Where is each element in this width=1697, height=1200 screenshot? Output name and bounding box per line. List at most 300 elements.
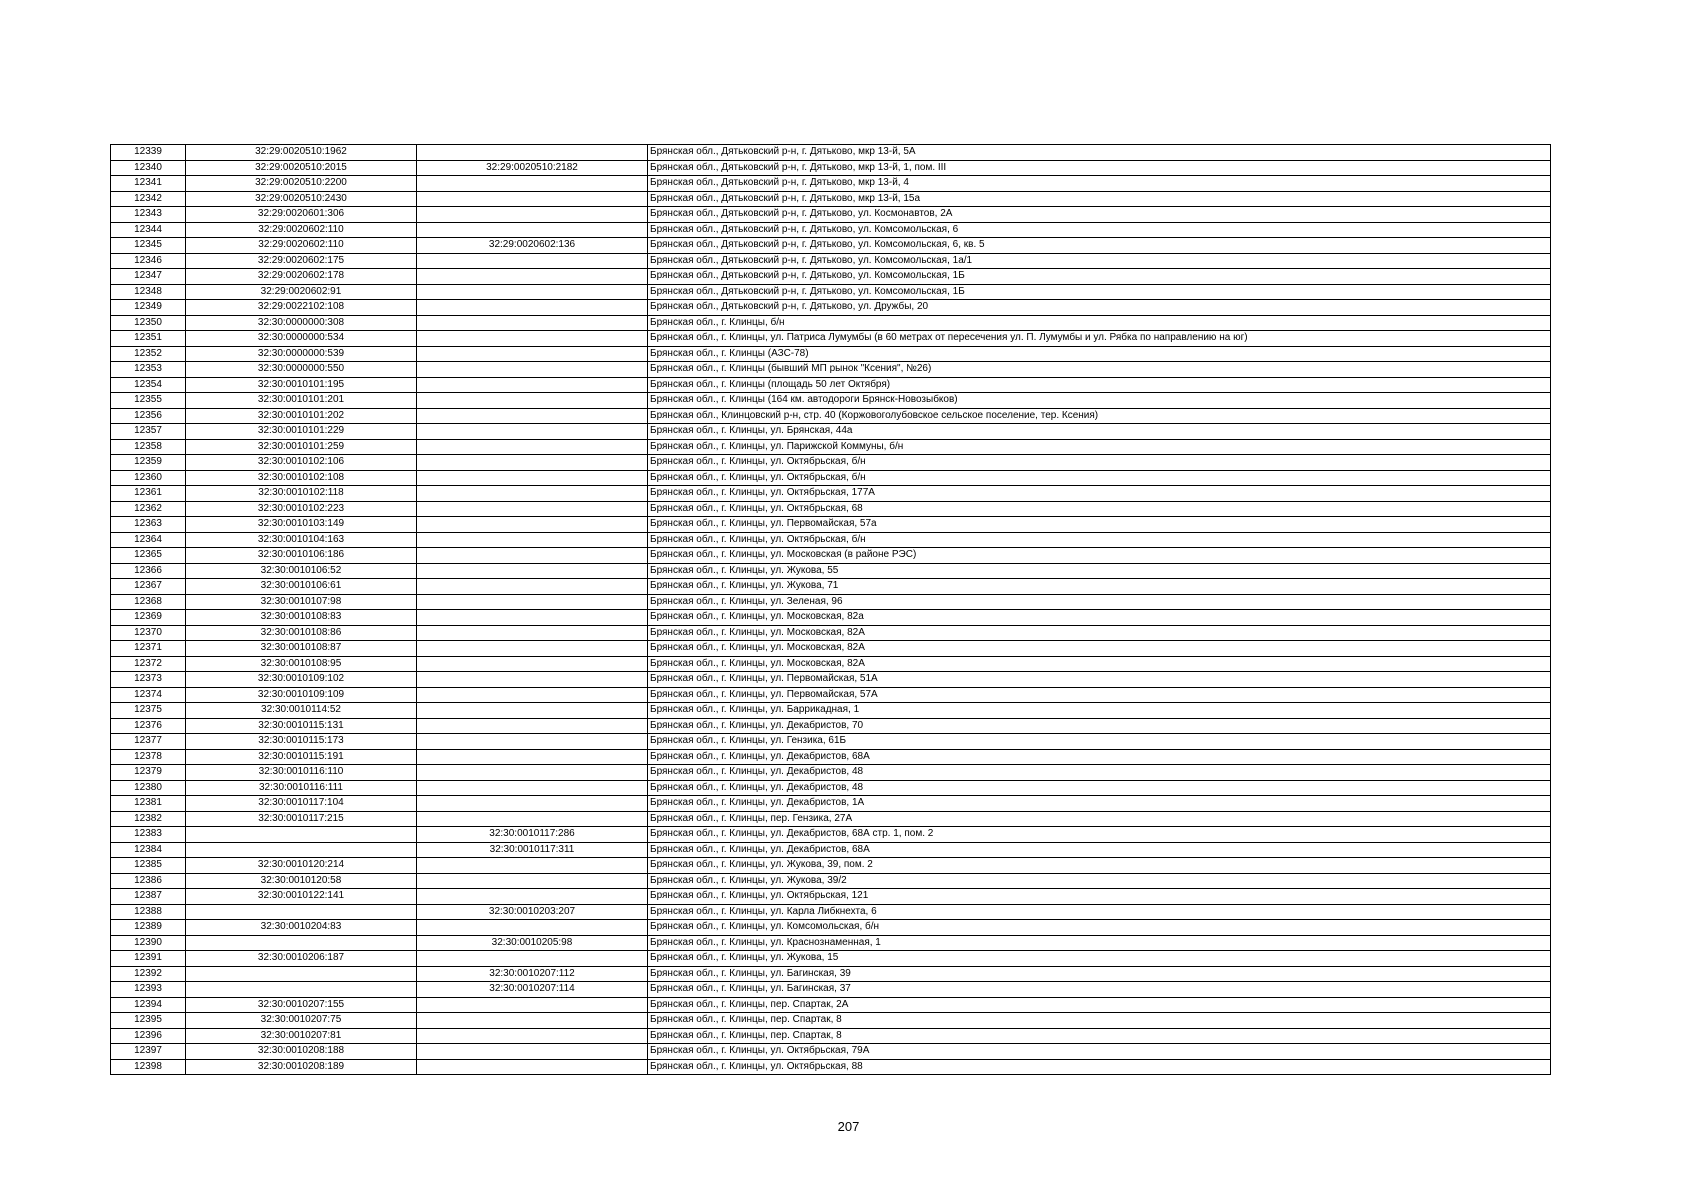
table-row: [111, 331, 1551, 347]
cadastral-number: 32:30:0010109:102: [186, 672, 417, 688]
related-cadastral-number: [417, 1059, 648, 1075]
table-row: [111, 470, 1551, 486]
cadastral-number: [186, 827, 417, 843]
address: Брянская обл., Дятьковский р-н, г. Дятьково, ул. Комсомольская, 1Б: [648, 284, 1551, 300]
table-row: [111, 796, 1551, 812]
cadastral-number: 32:30:0010206:187: [186, 951, 417, 967]
address: Брянская обл., г. Клинцы, ул. Московская, 82А: [648, 625, 1551, 641]
related-cadastral-number: [417, 1044, 648, 1060]
cadastral-number: 32:29:0020510:1962: [186, 145, 417, 161]
related-cadastral-number: [417, 548, 648, 564]
related-cadastral-number: [417, 315, 648, 331]
table-row: [111, 982, 1551, 998]
table-row: [111, 1044, 1551, 1060]
address: Брянская обл., г. Клинцы, ул. Баррикадная, 1: [648, 703, 1551, 719]
table-row: [111, 997, 1551, 1013]
table-row: [111, 517, 1551, 533]
related-cadastral-number: [417, 997, 648, 1013]
row-number: 12345: [111, 238, 186, 254]
address: Брянская обл., Дятьковский р-н, г. Дятьково, мкр 13-й, 5А: [648, 145, 1551, 161]
cadastral-number: 32:29:0020602:110: [186, 238, 417, 254]
cadastral-number: 32:30:0010101:195: [186, 377, 417, 393]
table-row: [111, 827, 1551, 843]
table-row: [111, 362, 1551, 378]
address: Брянская обл., г. Клинцы, ул. Комсомольская, б/н: [648, 920, 1551, 936]
row-number: 12389: [111, 920, 186, 936]
address: Брянская обл., г. Клинцы, ул. Первомайская, 51А: [648, 672, 1551, 688]
table-row: [111, 966, 1551, 982]
address: Брянская обл., г. Клинцы, ул. Брянская, 44а: [648, 424, 1551, 440]
row-number: 12359: [111, 455, 186, 471]
address: Брянская обл., г. Клинцы, ул. Первомайская, 57а: [648, 517, 1551, 533]
related-cadastral-number: [417, 594, 648, 610]
address: Брянская обл., г. Клинцы, пер. Спартак, 8: [648, 1028, 1551, 1044]
address: Брянская обл., г. Клинцы, ул. Карла Либкнехта, 6: [648, 904, 1551, 920]
table-row: [111, 222, 1551, 238]
address: Брянская обл., г. Клинцы (АЗС-78): [648, 346, 1551, 362]
cadastral-number: 32:30:0010104:163: [186, 532, 417, 548]
related-cadastral-number: [417, 284, 648, 300]
address: Брянская обл., г. Клинцы, ул. Багинская, 39: [648, 966, 1551, 982]
address: Брянская обл., г. Клинцы, пер. Спартак, 2А: [648, 997, 1551, 1013]
row-number: 12375: [111, 703, 186, 719]
related-cadastral-number: [417, 501, 648, 517]
table-row: [111, 191, 1551, 207]
related-cadastral-number: [417, 703, 648, 719]
cadastral-number: 32:29:0020510:2015: [186, 160, 417, 176]
address: Брянская обл., Дятьковский р-н, г. Дятьково, ул. Дружбы, 20: [648, 300, 1551, 316]
table-row: [111, 594, 1551, 610]
table-row: [111, 424, 1551, 440]
table-row: [111, 703, 1551, 719]
row-number: 12360: [111, 470, 186, 486]
address: Брянская обл., г. Клинцы, ул. Московская, 82А: [648, 641, 1551, 657]
cadastral-number: 32:30:0010207:75: [186, 1013, 417, 1029]
related-cadastral-number: [417, 920, 648, 936]
cadastral-number: 32:30:0010107:98: [186, 594, 417, 610]
row-number: 12342: [111, 191, 186, 207]
address: Брянская обл., г. Клинцы, ул. Октябрьская, б/н: [648, 532, 1551, 548]
row-number: 12387: [111, 889, 186, 905]
row-number: 12347: [111, 269, 186, 285]
table-row: [111, 1013, 1551, 1029]
address: Брянская обл., г. Клинцы, ул. Декабристов, 68А: [648, 842, 1551, 858]
table-row: [111, 501, 1551, 517]
related-cadastral-number: [417, 253, 648, 269]
row-number: 12366: [111, 563, 186, 579]
cadastral-number: 32:30:0010106:52: [186, 563, 417, 579]
cadastral-number: [186, 982, 417, 998]
property-table: [110, 144, 1551, 1075]
address: Брянская обл., г. Клинцы (площадь 50 лет Октября): [648, 377, 1551, 393]
address: Брянская обл., г. Клинцы, ул. Краснознаменная, 1: [648, 935, 1551, 951]
related-cadastral-number: [417, 346, 648, 362]
address: Брянская обл., Дятьковский р-н, г. Дятьково, мкр 13-й, 1, пом. III: [648, 160, 1551, 176]
address: Брянская обл., г. Клинцы, ул. Багинская, 37: [648, 982, 1551, 998]
table-row: [111, 641, 1551, 657]
row-number: 12390: [111, 935, 186, 951]
table-row: [111, 532, 1551, 548]
row-number: 12383: [111, 827, 186, 843]
cadastral-number: 32:30:0010117:104: [186, 796, 417, 812]
related-cadastral-number: [417, 563, 648, 579]
row-number: 12392: [111, 966, 186, 982]
table-row: [111, 780, 1551, 796]
table-row: [111, 656, 1551, 672]
row-number: 12371: [111, 641, 186, 657]
related-cadastral-number: [417, 873, 648, 889]
address: Брянская обл., г. Клинцы, ул. Октябрьская, 88: [648, 1059, 1551, 1075]
related-cadastral-number: [417, 269, 648, 285]
related-cadastral-number: [417, 811, 648, 827]
address: Брянская обл., Дятьковский р-н, г. Дятьково, мкр 13-й, 15а: [648, 191, 1551, 207]
related-cadastral-number: [417, 1028, 648, 1044]
table-row: [111, 687, 1551, 703]
cadastral-number: 32:29:0020602:175: [186, 253, 417, 269]
cadastral-number: 32:30:0010101:229: [186, 424, 417, 440]
address: Брянская обл., г. Клинцы, ул. Жукова, 15: [648, 951, 1551, 967]
cadastral-number: 32:30:0010101:202: [186, 408, 417, 424]
table-row: [111, 176, 1551, 192]
table-row: [111, 842, 1551, 858]
cadastral-number: 32:30:0010108:86: [186, 625, 417, 641]
related-cadastral-number: [417, 718, 648, 734]
address: Брянская обл., г. Клинцы, ул. Парижской Коммуны, б/н: [648, 439, 1551, 455]
related-cadastral-number: [417, 625, 648, 641]
related-cadastral-number: [417, 610, 648, 626]
table-row: [111, 1028, 1551, 1044]
table-row: [111, 873, 1551, 889]
row-number: 12340: [111, 160, 186, 176]
address: Брянская обл., г. Клинцы, ул. Октябрьская, 177А: [648, 486, 1551, 502]
related-cadastral-number: [417, 687, 648, 703]
row-number: 12382: [111, 811, 186, 827]
cadastral-number: 32:30:0000000:539: [186, 346, 417, 362]
related-cadastral-number: 32:30:0010207:112: [417, 966, 648, 982]
address: Брянская обл., Дятьковский р-н, г. Дятьково, ул. Комсомольская, 1Б: [648, 269, 1551, 285]
row-number: 12353: [111, 362, 186, 378]
row-number: 12367: [111, 579, 186, 595]
cadastral-number: 32:30:0010101:259: [186, 439, 417, 455]
table-row: [111, 734, 1551, 750]
cadastral-number: 32:30:0010115:173: [186, 734, 417, 750]
table-row: [111, 486, 1551, 502]
related-cadastral-number: [417, 362, 648, 378]
cadastral-number: 32:30:0010102:106: [186, 455, 417, 471]
cadastral-number: 32:30:0010207:81: [186, 1028, 417, 1044]
table-row: [111, 455, 1551, 471]
row-number: 12352: [111, 346, 186, 362]
table-row: [111, 548, 1551, 564]
related-cadastral-number: [417, 439, 648, 455]
cadastral-number: 32:30:0010116:111: [186, 780, 417, 796]
address: Брянская обл., Дятьковский р-н, г. Дятьково, мкр 13-й, 4: [648, 176, 1551, 192]
address: Брянская обл., г. Клинцы, ул. Жукова, 71: [648, 579, 1551, 595]
cadastral-number: 32:30:0010207:155: [186, 997, 417, 1013]
row-number: 12349: [111, 300, 186, 316]
address: Брянская обл., г. Клинцы, ул. Патриса Лумумбы (в 60 метрах от пересечения ул. П. Лумумбы и ул. Рябка по направлению на юг): [648, 331, 1551, 347]
address: Брянская обл., г. Клинцы, ул. Октябрьская, 79А: [648, 1044, 1551, 1060]
table-row: [111, 145, 1551, 161]
related-cadastral-number: [417, 191, 648, 207]
related-cadastral-number: [417, 1013, 648, 1029]
table-row: [111, 160, 1551, 176]
cadastral-number: 32:29:0022102:108: [186, 300, 417, 316]
cadastral-number: 32:29:0020601:306: [186, 207, 417, 223]
related-cadastral-number: [417, 532, 648, 548]
related-cadastral-number: [417, 470, 648, 486]
row-number: 12344: [111, 222, 186, 238]
address: Брянская обл., г. Клинцы, ул. Жукова, 55: [648, 563, 1551, 579]
row-number: 12348: [111, 284, 186, 300]
row-number: 12378: [111, 749, 186, 765]
related-cadastral-number: [417, 486, 648, 502]
cadastral-number: 32:30:0000000:308: [186, 315, 417, 331]
cadastral-number: 32:29:0020510:2200: [186, 176, 417, 192]
cadastral-number: 32:30:0010103:149: [186, 517, 417, 533]
table-row: [111, 935, 1551, 951]
address: Брянская обл., г. Клинцы, ул. Декабристов, 68А стр. 1, пом. 2: [648, 827, 1551, 843]
table-row: [111, 765, 1551, 781]
related-cadastral-number: [417, 672, 648, 688]
row-number: 12376: [111, 718, 186, 734]
related-cadastral-number: [417, 734, 648, 750]
address: Брянская обл., г. Клинцы, ул. Гензика, 61Б: [648, 734, 1551, 750]
table-row: [111, 889, 1551, 905]
row-number: 12385: [111, 858, 186, 874]
related-cadastral-number: [417, 145, 648, 161]
related-cadastral-number: [417, 656, 648, 672]
table-row: [111, 1059, 1551, 1075]
table-row: [111, 749, 1551, 765]
related-cadastral-number: [417, 858, 648, 874]
row-number: 12361: [111, 486, 186, 502]
related-cadastral-number: 32:30:0010117:311: [417, 842, 648, 858]
address: Брянская обл., г. Клинцы, ул. Декабристов, 1А: [648, 796, 1551, 812]
row-number: 12370: [111, 625, 186, 641]
address: Брянская обл., г. Клинцы, ул. Московская, 82А: [648, 656, 1551, 672]
cadastral-number: 32:30:0010204:83: [186, 920, 417, 936]
related-cadastral-number: [417, 765, 648, 781]
address: Брянская обл., Дятьковский р-н, г. Дятьково, ул. Комсомольская, 6, кв. 5: [648, 238, 1551, 254]
related-cadastral-number: [417, 780, 648, 796]
related-cadastral-number: 32:30:0010117:286: [417, 827, 648, 843]
table-row: [111, 563, 1551, 579]
row-number: 12355: [111, 393, 186, 409]
related-cadastral-number: [417, 749, 648, 765]
cadastral-number: 32:30:0000000:550: [186, 362, 417, 378]
related-cadastral-number: [417, 641, 648, 657]
row-number: 12398: [111, 1059, 186, 1075]
table-row: [111, 920, 1551, 936]
address: Брянская обл., г. Клинцы, пер. Спартак, 8: [648, 1013, 1551, 1029]
address: Брянская обл., г. Клинцы, ул. Жукова, 39/2: [648, 873, 1551, 889]
table-row: [111, 951, 1551, 967]
row-number: 12386: [111, 873, 186, 889]
row-number: 12362: [111, 501, 186, 517]
row-number: 12346: [111, 253, 186, 269]
address: Брянская обл., г. Клинцы (164 км. автодороги Брянск-Новозыбков): [648, 393, 1551, 409]
table-row: [111, 377, 1551, 393]
address: Брянская обл., Дятьковский р-н, г. Дятьково, ул. Комсомольская, 1а/1: [648, 253, 1551, 269]
row-number: 12357: [111, 424, 186, 440]
row-number: 12372: [111, 656, 186, 672]
table-row: [111, 269, 1551, 285]
related-cadastral-number: 32:29:0020510:2182: [417, 160, 648, 176]
row-number: 12339: [111, 145, 186, 161]
property-table-body: [111, 145, 1551, 1075]
cadastral-number: 32:30:0010108:95: [186, 656, 417, 672]
cadastral-number: 32:30:0010106:186: [186, 548, 417, 564]
cadastral-number: [186, 842, 417, 858]
row-number: 12379: [111, 765, 186, 781]
table-row: [111, 579, 1551, 595]
cadastral-number: 32:30:0010102:108: [186, 470, 417, 486]
cadastral-number: 32:30:0010116:110: [186, 765, 417, 781]
related-cadastral-number: [417, 951, 648, 967]
table-row: [111, 207, 1551, 223]
table-row: [111, 393, 1551, 409]
address: Брянская обл., г. Клинцы, ул. Декабристов, 68А: [648, 749, 1551, 765]
cadastral-number: 32:29:0020602:110: [186, 222, 417, 238]
row-number: 12391: [111, 951, 186, 967]
table-row: [111, 439, 1551, 455]
table-row: [111, 858, 1551, 874]
cadastral-number: 32:30:0010115:131: [186, 718, 417, 734]
row-number: 12356: [111, 408, 186, 424]
related-cadastral-number: [417, 300, 648, 316]
related-cadastral-number: [417, 579, 648, 595]
related-cadastral-number: [417, 176, 648, 192]
row-number: 12397: [111, 1044, 186, 1060]
related-cadastral-number: [417, 207, 648, 223]
row-number: 12365: [111, 548, 186, 564]
address: Брянская обл., г. Клинцы, ул. Декабристов, 48: [648, 780, 1551, 796]
related-cadastral-number: [417, 393, 648, 409]
cadastral-number: 32:30:0010108:87: [186, 641, 417, 657]
row-number: 12384: [111, 842, 186, 858]
cadastral-number: 32:29:0020602:178: [186, 269, 417, 285]
page-number: 207: [837, 1119, 860, 1134]
table-row: [111, 284, 1551, 300]
address: Брянская обл., г. Клинцы, ул. Жукова, 39, пом. 2: [648, 858, 1551, 874]
related-cadastral-number: [417, 455, 648, 471]
cadastral-number: 32:30:0010106:61: [186, 579, 417, 595]
related-cadastral-number: 32:29:0020602:136: [417, 238, 648, 254]
cadastral-number: 32:30:0010109:109: [186, 687, 417, 703]
table-row: [111, 625, 1551, 641]
table-row: [111, 610, 1551, 626]
address: Брянская обл., г. Клинцы, ул. Декабристов, 70: [648, 718, 1551, 734]
address: Брянская обл., г. Клинцы, ул. Октябрьская, 68: [648, 501, 1551, 517]
row-number: 12343: [111, 207, 186, 223]
address: Брянская обл., г. Клинцы, ул. Октябрьская, б/н: [648, 470, 1551, 486]
address: Брянская обл., г. Клинцы (бывший МП рынок "Ксения", №26): [648, 362, 1551, 378]
table-row: [111, 904, 1551, 920]
cadastral-number: 32:29:0020602:91: [186, 284, 417, 300]
cadastral-number: 32:30:0010101:201: [186, 393, 417, 409]
row-number: 12396: [111, 1028, 186, 1044]
row-number: 12354: [111, 377, 186, 393]
row-number: 12351: [111, 331, 186, 347]
row-number: 12395: [111, 1013, 186, 1029]
cadastral-number: [186, 904, 417, 920]
cadastral-number: 32:30:0010117:215: [186, 811, 417, 827]
cadastral-number: [186, 966, 417, 982]
address: Брянская обл., г. Клинцы, ул. Московская, 82а: [648, 610, 1551, 626]
related-cadastral-number: 32:30:0010203:207: [417, 904, 648, 920]
row-number: 12377: [111, 734, 186, 750]
address: Брянская обл., г. Клинцы, ул. Первомайская, 57А: [648, 687, 1551, 703]
row-number: 12394: [111, 997, 186, 1013]
row-number: 12363: [111, 517, 186, 533]
cadastral-number: 32:30:0010115:191: [186, 749, 417, 765]
table-row: [111, 718, 1551, 734]
row-number: 12374: [111, 687, 186, 703]
related-cadastral-number: 32:30:0010207:114: [417, 982, 648, 998]
row-number: 12350: [111, 315, 186, 331]
address: Брянская обл., Клинцовский р-н, стр. 40 (Коржовоголубовское сельское поселение, тер. Ксения): [648, 408, 1551, 424]
address: Брянская обл., г. Клинцы, ул. Зеленая, 96: [648, 594, 1551, 610]
row-number: 12341: [111, 176, 186, 192]
row-number: 12373: [111, 672, 186, 688]
address: Брянская обл., г. Клинцы, пер. Гензика, 27А: [648, 811, 1551, 827]
row-number: 12368: [111, 594, 186, 610]
cadastral-number: 32:30:0010102:118: [186, 486, 417, 502]
cadastral-number: 32:30:0010102:223: [186, 501, 417, 517]
cadastral-number: [186, 935, 417, 951]
address: Брянская обл., г. Клинцы, ул. Декабристов, 48: [648, 765, 1551, 781]
row-number: 12369: [111, 610, 186, 626]
table-row: [111, 238, 1551, 254]
table-row: [111, 672, 1551, 688]
table-row: [111, 811, 1551, 827]
address: Брянская обл., г. Клинцы, ул. Октябрьская, б/н: [648, 455, 1551, 471]
row-number: 12393: [111, 982, 186, 998]
related-cadastral-number: [417, 517, 648, 533]
cadastral-number: 32:30:0010120:214: [186, 858, 417, 874]
related-cadastral-number: [417, 796, 648, 812]
row-number: 12364: [111, 532, 186, 548]
address: Брянская обл., Дятьковский р-н, г. Дятьково, ул. Комсомольская, 6: [648, 222, 1551, 238]
row-number: 12381: [111, 796, 186, 812]
related-cadastral-number: 32:30:0010205:98: [417, 935, 648, 951]
related-cadastral-number: [417, 222, 648, 238]
row-number: 12358: [111, 439, 186, 455]
table-row: [111, 346, 1551, 362]
table-row: [111, 408, 1551, 424]
cadastral-number: 32:30:0010208:189: [186, 1059, 417, 1075]
cadastral-number: 32:30:0010114:52: [186, 703, 417, 719]
related-cadastral-number: [417, 377, 648, 393]
table-row: [111, 253, 1551, 269]
cadastral-number: 32:29:0020510:2430: [186, 191, 417, 207]
cadastral-number: 32:30:0010120:58: [186, 873, 417, 889]
related-cadastral-number: [417, 889, 648, 905]
related-cadastral-number: [417, 331, 648, 347]
cadastral-number: 32:30:0010208:188: [186, 1044, 417, 1060]
related-cadastral-number: [417, 424, 648, 440]
cadastral-number: 32:30:0000000:534: [186, 331, 417, 347]
address: Брянская обл., Дятьковский р-н, г. Дятьково, ул. Космонавтов, 2А: [648, 207, 1551, 223]
address: Брянская обл., г. Клинцы, б/н: [648, 315, 1551, 331]
cadastral-number: 32:30:0010122:141: [186, 889, 417, 905]
cadastral-number: 32:30:0010108:83: [186, 610, 417, 626]
related-cadastral-number: [417, 408, 648, 424]
address: Брянская обл., г. Клинцы, ул. Московская (в районе РЭС): [648, 548, 1551, 564]
table-row: [111, 315, 1551, 331]
table-row: [111, 300, 1551, 316]
